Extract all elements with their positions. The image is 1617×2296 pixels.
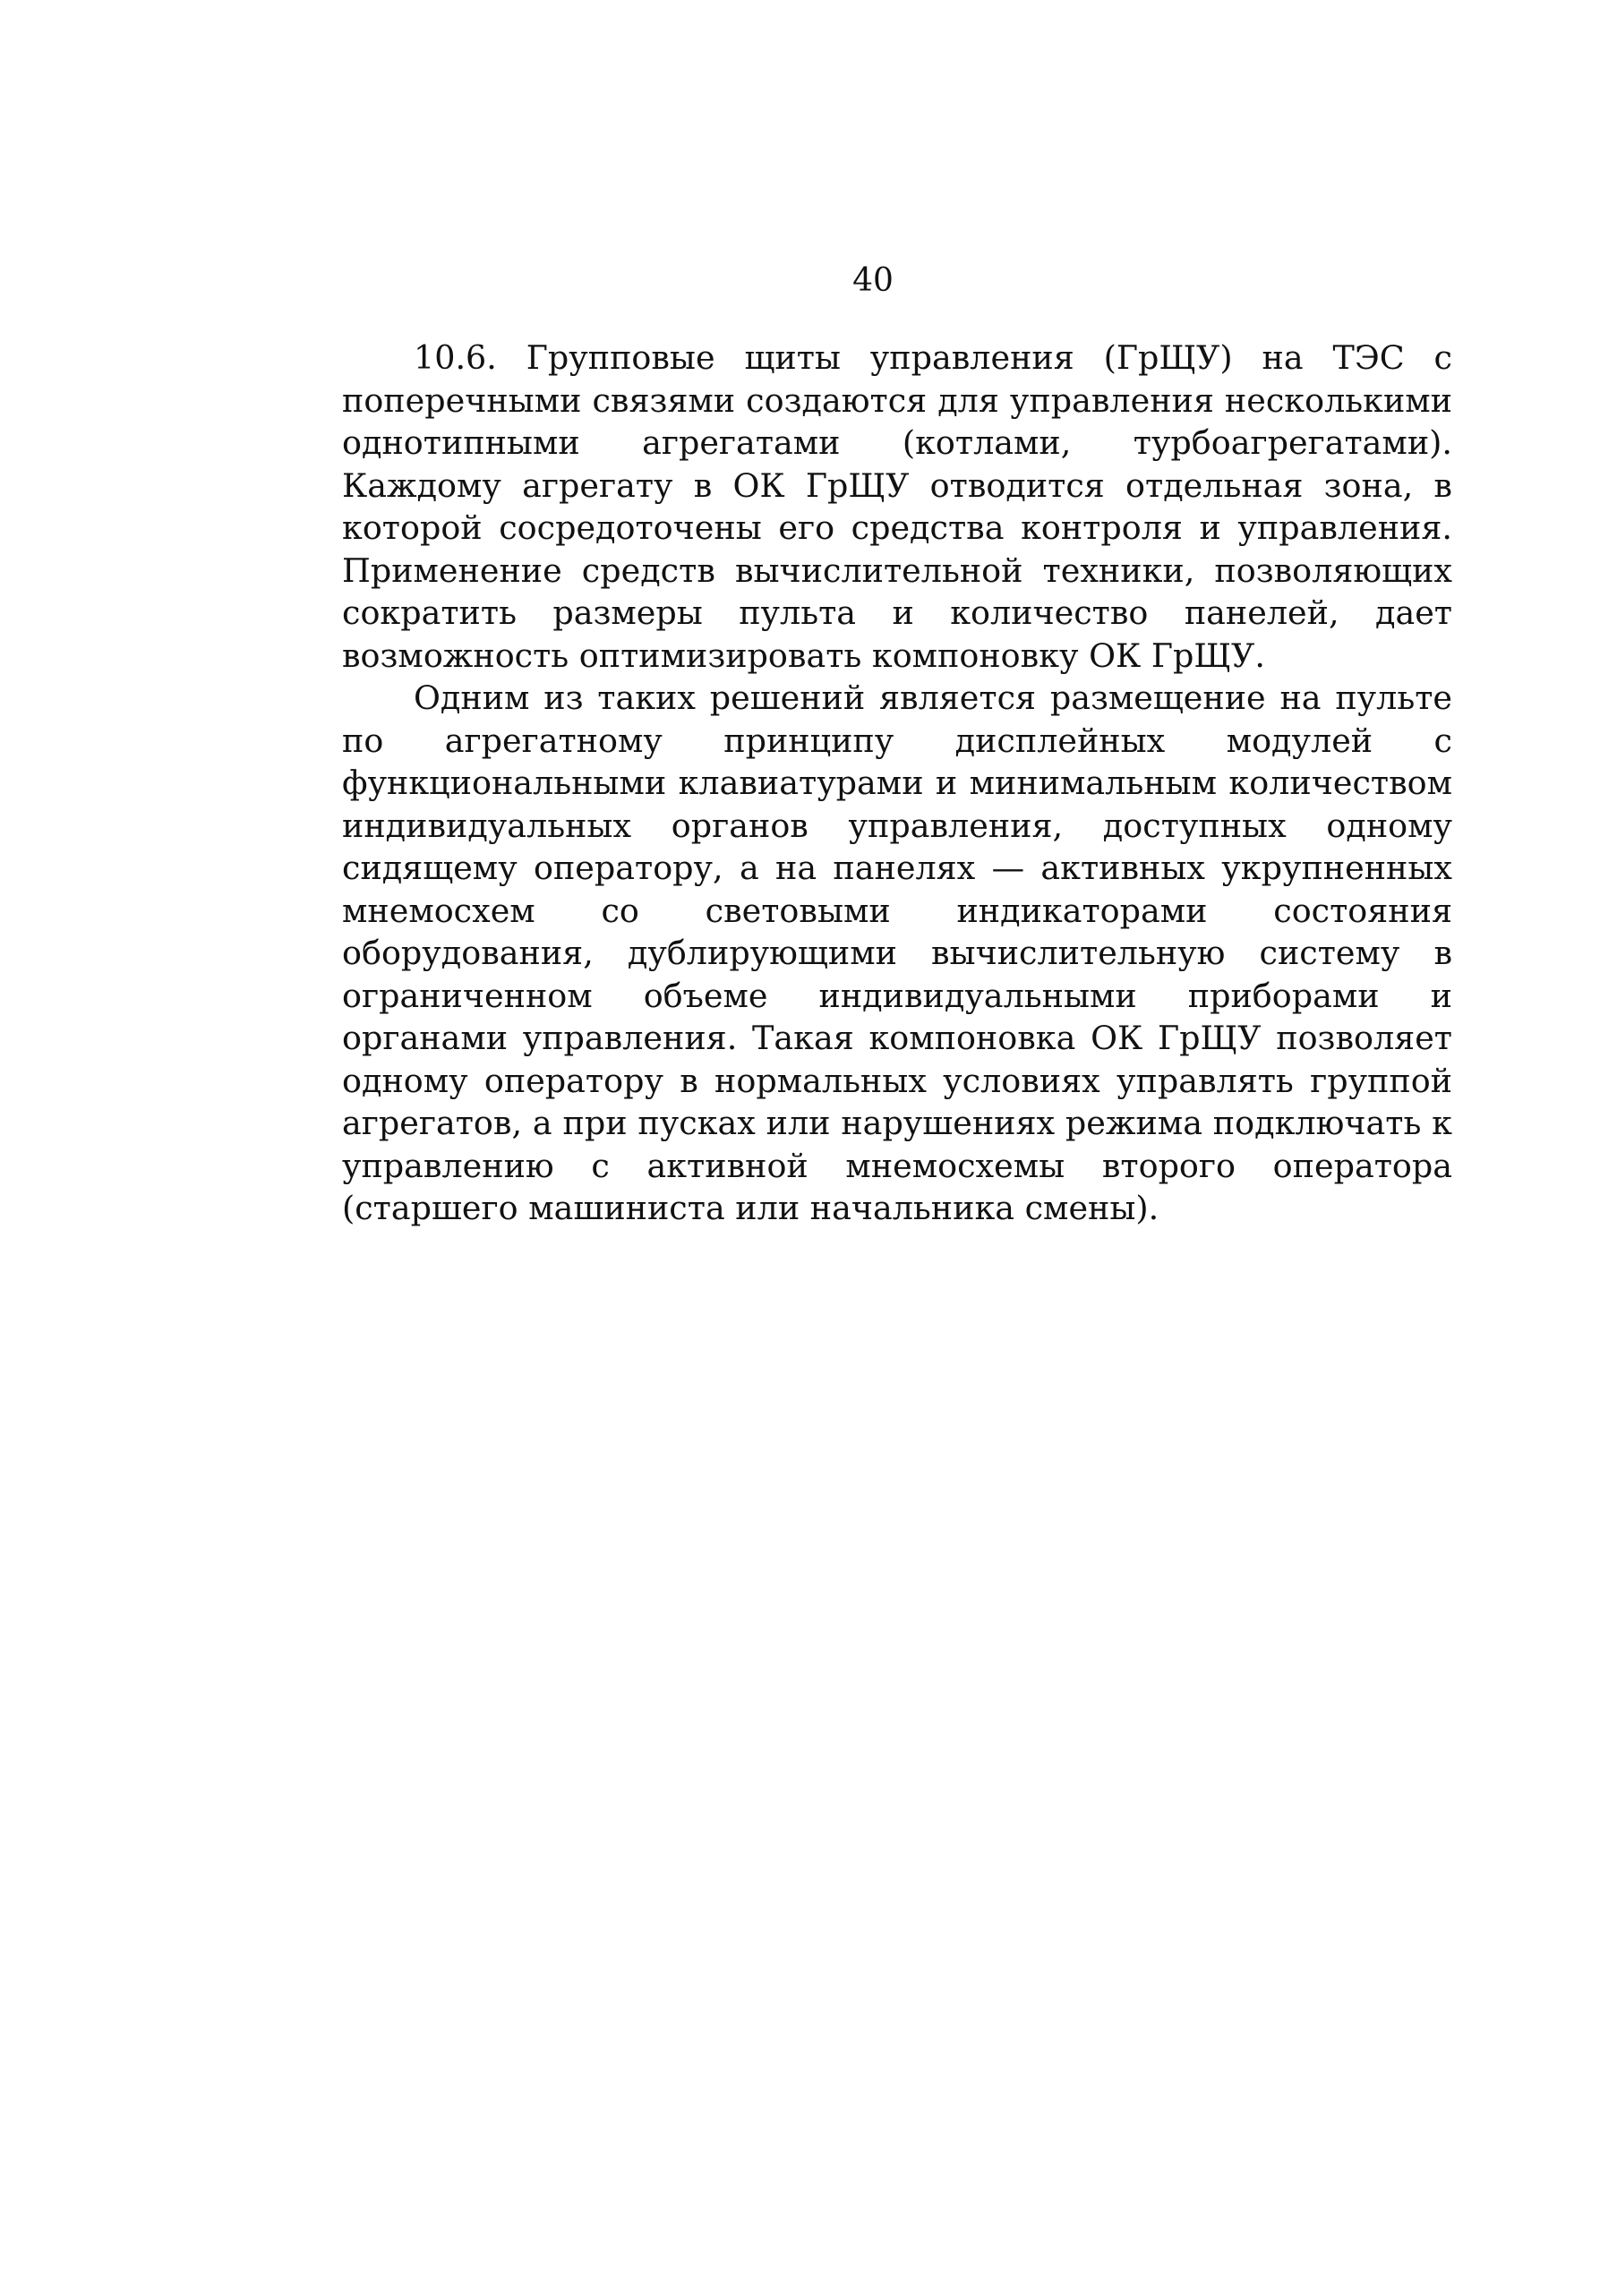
body-text <box>342 337 1452 1230</box>
paragraph-2: Одним из таких решений является размещение на пульте по агрегатному принципу дисплейных модулей с функциональными клавиатурами и минимальным количеством индивидуальных органов управления, доступных одному сидящему оператору, а на панелях — активных укрупненных мнемосхем со световыми индикаторами состояния оборудования, дублирующими вычислительную систему в ограниченном объеме индивидуальными приборами и органами управления. Такая компоновка ОК ГрЩУ позволяет одному оператору в нормальных условиях управлять группой агрегатов, а при пусках или нарушениях режима подключать к управлению с активной мнемосхемы второго оператора (старшего машиниста или начальника смены). <box>342 679 1452 1227</box>
page-number: 40 <box>852 262 894 299</box>
paragraph-1: 10.6. Групповые щиты управления (ГрЩУ) на ТЭС с поперечными связями создаются для управления несколькими однотипными агрегатами (котлами, турбоагрегатами). Каждому агрегату в ОК ГрЩУ отводится отдельная зона, в которой сосредоточены его средства контроля и управления. Применение средств вычислительной техники, позволяющих сократить размеры пульта и количество панелей, дает возможность оптимизировать компоновку ОК ГрЩУ. <box>342 338 1452 675</box>
